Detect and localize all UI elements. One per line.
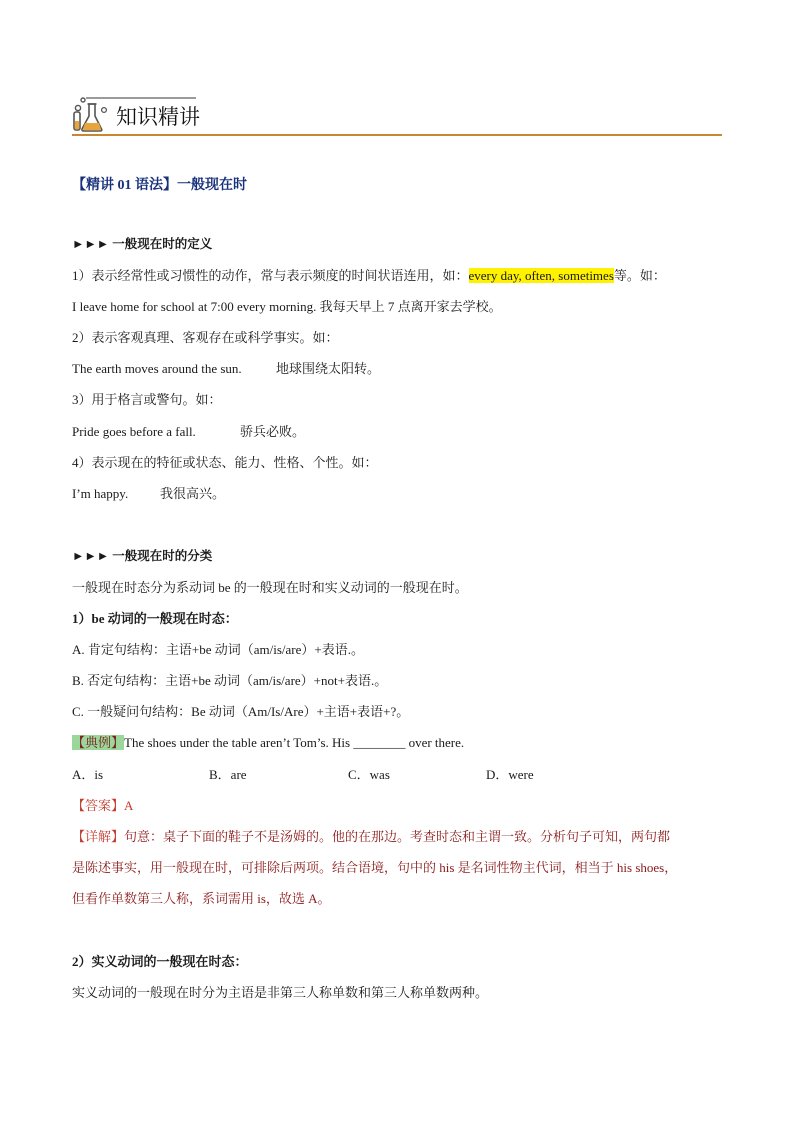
- detail-tag: 【详解】: [72, 829, 125, 844]
- section-header: [72, 94, 722, 138]
- be-structure-a: A. 肯定句结构：主语+be 动词（am/is/are）+表语.。: [72, 642, 364, 657]
- be-structure-b: B. 否定句结构：主语+be 动词（am/is/are）+not+表语.。: [72, 673, 388, 688]
- item1-text: 1）表示经常性或习惯性的动作，常与表示频度的时间状语连用，如：: [72, 268, 469, 283]
- verb-text: 实义动词的一般现在时分为主语是非第三人称单数和第三人称单数两种。: [72, 985, 489, 1000]
- answer-tag: 【答案】: [72, 798, 125, 813]
- item4-example-cn: 我很高兴。: [160, 486, 226, 501]
- item4-example-en: I’m happy.: [72, 486, 129, 501]
- option-b: B．are: [209, 767, 247, 782]
- example-line: [72, 735, 464, 751]
- be-structure-c: C. 一般疑问句结构：Be 动词（Am/Is/Are）+主语+表语+?。: [72, 704, 410, 719]
- definition-heading: ►►► 一般现在时的定义: [72, 237, 213, 251]
- example-question: The shoes under the table aren’t Tom’s. His ________ over there.: [124, 735, 465, 750]
- answer-line: [72, 798, 133, 814]
- header-title: 知识精讲: [116, 105, 200, 129]
- option-a: A．is: [72, 767, 104, 782]
- answer-value: A: [124, 798, 134, 813]
- option-d: D．were: [486, 767, 534, 782]
- example-tag: 【典例】: [72, 735, 125, 750]
- item3-example-cn: 骄兵必败。: [240, 424, 306, 439]
- item2-example-en: The earth moves around the sun.: [72, 361, 242, 376]
- header-rule: [72, 134, 722, 136]
- verb-heading: 2）实义动词的一般现在时态：: [72, 954, 248, 969]
- definition-item-3: 3）用于格言或警句。如：: [72, 392, 222, 407]
- item2-example-cn: 地球围绕太阳转。: [276, 361, 381, 376]
- classification-intro: 一般现在时态分为系动词 be 的一般现在时和实义动词的一般现在时。: [72, 580, 468, 595]
- definition-item-1: [72, 268, 666, 284]
- be-heading: 1）be 动词的一般现在时态：: [72, 611, 238, 626]
- detail-line-2: 是陈述事实，用一般现在时，可排除后两项。结合语境，句中的 his 是名词性物主代词，相当于 his shoes，: [72, 860, 678, 875]
- flask-icon: [72, 94, 112, 134]
- option-c: C．was: [348, 767, 390, 782]
- item1-example: I leave home for school at 7:00 every morning. 我每天早上 7 点离开家去学校。: [72, 299, 502, 314]
- item1-tail: 等。如：: [613, 268, 666, 283]
- section-title: 【精讲 01 语法】一般现在时: [72, 178, 247, 193]
- definition-item-2: 2）表示客观真理、客观存在或科学事实。如：: [72, 330, 339, 345]
- item1-highlight: every day, often, sometimes: [468, 268, 614, 283]
- detail-line-3: 但看作单数第三人称，系词需用 is，故选 A。: [72, 891, 331, 906]
- item3-example-en: Pride goes before a fall.: [72, 424, 196, 439]
- detail-text-1: 句意：桌子下面的鞋子不是汤姆的。他的在那边。考查时态和主谓一致。分析句子可知，两句都: [124, 829, 671, 844]
- classification-heading: ►►► 一般现在时的分类: [72, 549, 213, 563]
- detail-line-1: [72, 829, 670, 845]
- definition-item-4: 4）表示现在的特征或状态、能力、性格、个性。如：: [72, 455, 378, 470]
